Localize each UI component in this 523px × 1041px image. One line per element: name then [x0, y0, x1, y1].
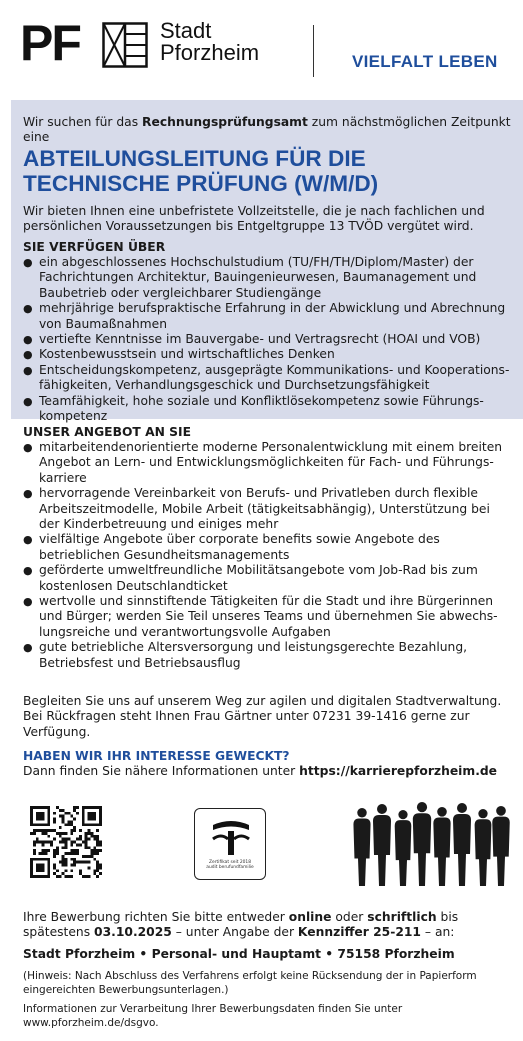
requirements-list	[23, 255, 509, 424]
logo-city-name: Stadt Pforzheim	[160, 18, 260, 65]
audit-seal-icon	[209, 819, 253, 857]
list-item: ● wertvolle und sinnstiftende Tätigkeiten für die Stadt und ihre Bürgerinnen und Bürger; werden Sie Teil unseres Teams und übernehmen Sie abwechs- lungsreiche und verantwortungsvolle Aufgaben	[23, 594, 502, 640]
intro-text: Wir suchen für das Rechnungsprüfungsamt zum nächstmöglichen Zeitpunkt eine	[23, 115, 511, 145]
offer-text: Wir bieten Ihnen eine unbefristete Vollzeitstelle, die je nach fachlichen und persönlichen Voraussetzungen bis Entgeltgruppe 13 TVÖD vergütet wird.	[23, 204, 485, 234]
interest-heading: HABEN WIR IHR INTERESSE GEWECKT?	[23, 749, 290, 763]
list-item: ● mehrjährige berufspraktische Erfahrung in der Abwicklung und Abrechnung von Baumaßnahmen	[23, 301, 509, 332]
career-link[interactable]: https://karrierepforzheim.de	[299, 764, 498, 778]
benefits-heading: UNSER ANGEBOT AN SIE	[23, 425, 192, 439]
application-text: Ihre Bewerbung richten Sie bitte entweder online oder schriftlich bis spätestens 03.10.2025 – unter Angabe der Kennziffer 25-211 – an:	[23, 910, 459, 940]
list-item: ● Kostenbewusstsein und wirtschaftliches Denken	[23, 347, 509, 362]
list-item: ● Teamfähigkeit, hohe soziale und Konfliktlösekompetenz sowie Führungs- kompetenz	[23, 394, 509, 425]
list-item: ● hervorragende Vereinbarkeit von Berufs- und Privatleben durch flexible Arbeitszeitmodelle, Mobile Arbeit (tätigkeitsabhängig), Unterstützung bei der Kinderbetreuung und einiges mehr	[23, 486, 502, 532]
header	[0, 0, 523, 100]
list-item: ● Entscheidungskompetenz, ausgeprägte Kommunikations- und Kooperations- fähigkeiten, Verhandlungsgeschick und Durchsetzungsfähigkeit	[23, 363, 509, 394]
return-note: (Hinweis: Nach Abschluss des Verfahrens erfolgt keine Rücksendung der in Papierform eingereichten Bewerbungsunterlagen.)	[23, 970, 477, 996]
privacy-note: Informationen zur Verarbeitung Ihrer Bewerbungsdaten finden Sie unter www.pforzheim.de/dsgvo.	[23, 1003, 403, 1029]
header-divider	[313, 25, 314, 77]
list-item: ● geförderte umweltfreundliche Mobilitätsangebote vom Job-Rad bis zum kostenlosen Deutschlandticket	[23, 563, 502, 594]
audit-seal	[194, 808, 266, 880]
requirements-heading: SIE VERFÜGEN ÜBER	[23, 240, 166, 254]
list-item: ● vertiefte Kenntnisse im Bauvergabe- und Vertragsrecht (HOAI und VOB)	[23, 332, 509, 347]
job-title: ABTEILUNGSLEITUNG FÜR DIE TECHNISCHE PRÜFUNG (W/M/D)	[23, 146, 379, 196]
list-item: ● vielfältige Angebote über corporate benefits sowie Angebote des betrieblichen Gesundheitsmanagements	[23, 532, 502, 563]
postal-address: Stadt Pforzheim • Personal- und Hauptamt • 75158 Pforzheim	[23, 947, 455, 961]
logo-mark-icon	[102, 22, 148, 68]
closing-text: Begleiten Sie uns auf unserem Weg zur agilen und digitalen Stadtverwaltung. Bei Rückfragen steht Ihnen Frau Gärtner unter 07231 39-1416 gerne zur Verfügung.	[23, 694, 502, 739]
slogan: VIELFALT LEBEN	[352, 52, 498, 71]
audit-seal-text: Zertifikat seit 2018 audit berufundfamilie	[206, 860, 254, 870]
logo-pf: PF	[20, 15, 80, 71]
list-item: ● gute betriebliche Altersversorgung und leistungsgerechte Bezahlung, Betriebsfest und Betriebsausflug	[23, 640, 502, 671]
list-item: ● mitarbeitendenorientierte moderne Personalentwicklung mit einem breiten Angebot an Lern- und Entwicklungsmöglichkeiten für Fach- und Führungs- karriere	[23, 440, 502, 486]
benefits-list	[23, 440, 502, 671]
interest-text: Dann finden Sie nähere Informationen unter https://karrierepforzheim.de	[23, 764, 498, 778]
list-item: ● ein abgeschlossenes Hochschulstudium (TU/FH/TH/Diplom/Master) der Fachrichtungen Architektur, Bauingenieurwesen, Baumanagement und Baubetrieb oder vergleichbarer Studiengänge	[23, 255, 509, 301]
team-silhouettes-icon	[352, 794, 512, 886]
qr-code-icon[interactable]	[30, 806, 102, 878]
